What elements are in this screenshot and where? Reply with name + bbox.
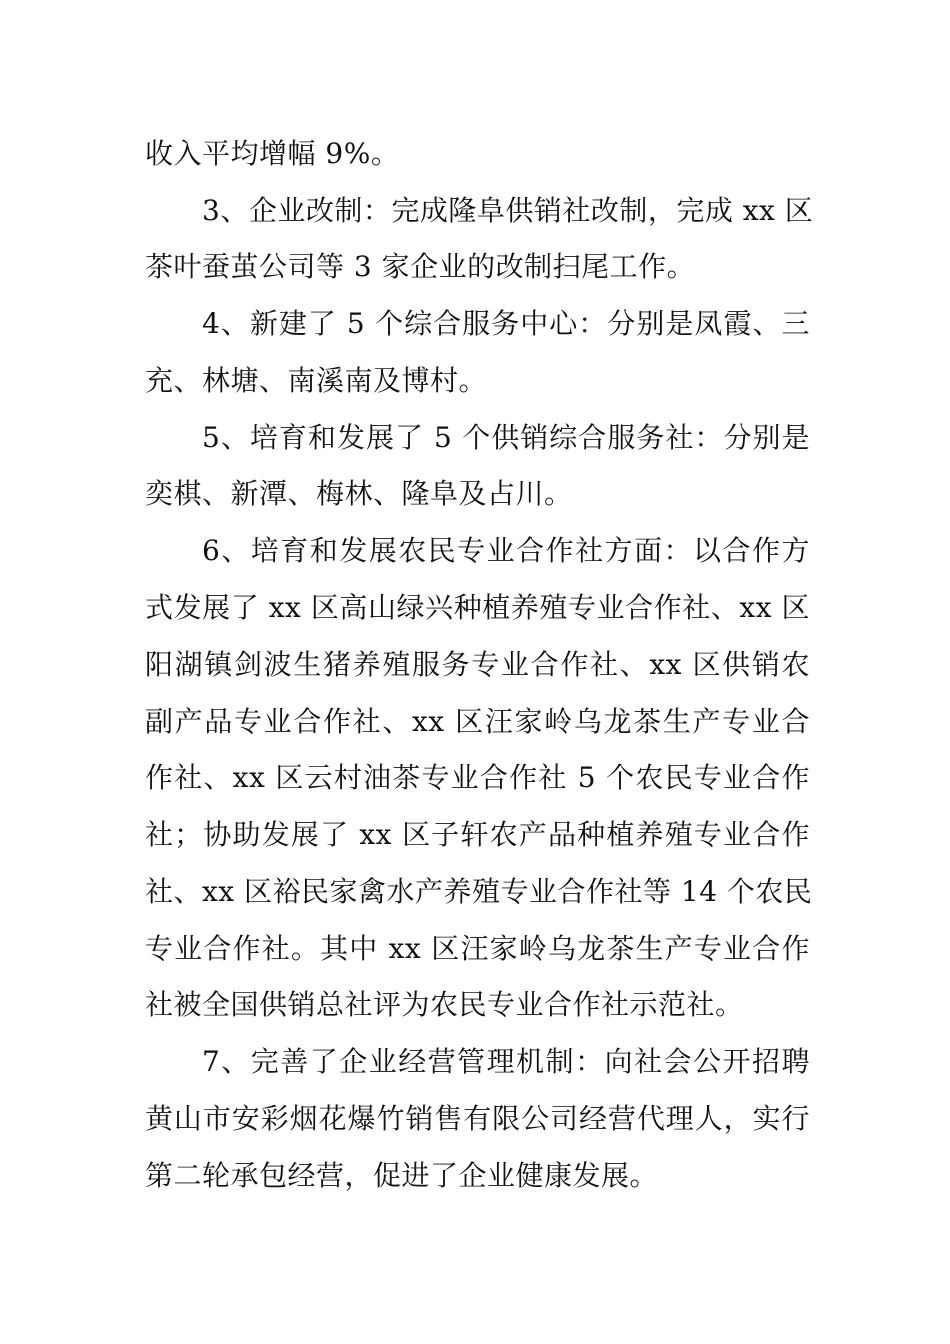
text-line: 6、培育和发展农民专业合作社方面：以合作方 <box>202 534 810 567</box>
text-line: 充、林塘、南溪南及博村。 <box>145 364 488 397</box>
text-line: 社；协助发展了 xx 区子轩农产品种植养殖专业合作 <box>145 818 810 851</box>
text-line: 式发展了 xx 区高山绿兴种植养殖专业合作社、xx 区 <box>145 591 810 624</box>
text-line: 7、完善了企业经营管理机制：向社会公开招聘 <box>202 1045 810 1078</box>
text-line: 作社、xx 区云村油茶专业合作社 5 个农民专业合作 <box>145 761 810 794</box>
text-line: 副产品专业合作社、xx 区汪家岭乌龙茶生产专业合 <box>145 705 810 738</box>
text-line: 社、xx 区裕民家禽水产养殖专业合作社等 14 个农民 <box>145 875 813 908</box>
text-line: 社被全国供销总社评为农民专业合作社示范社。 <box>145 988 744 1021</box>
text-line: 收入平均增幅 9%。 <box>145 137 400 170</box>
text-line: 奕棋、新潭、梅林、隆阜及占川。 <box>145 477 573 510</box>
text-line: 黄山市安彩烟花爆竹销售有限公司经营代理人，实行 <box>145 1102 810 1135</box>
text-line: 3、企业改制：完成隆阜供销社改制，完成 xx 区 <box>202 194 814 227</box>
text-line: 阳湖镇剑波生猪养殖服务专业合作社、xx 区供销农 <box>145 648 810 681</box>
text-line: 专业合作社。其中 xx 区汪家岭乌龙茶生产专业合作 <box>145 932 810 965</box>
text-line: 第二轮承包经营，促进了企业健康发展。 <box>145 1159 659 1192</box>
text-line: 茶叶蚕茧公司等 3 家企业的改制扫尾工作。 <box>145 250 696 283</box>
text-line: 5、培育和发展了 5 个供销综合服务社：分别是 <box>202 421 810 454</box>
text-line: 4、新建了 5 个综合服务中心：分别是凤霞、三 <box>202 307 810 340</box>
